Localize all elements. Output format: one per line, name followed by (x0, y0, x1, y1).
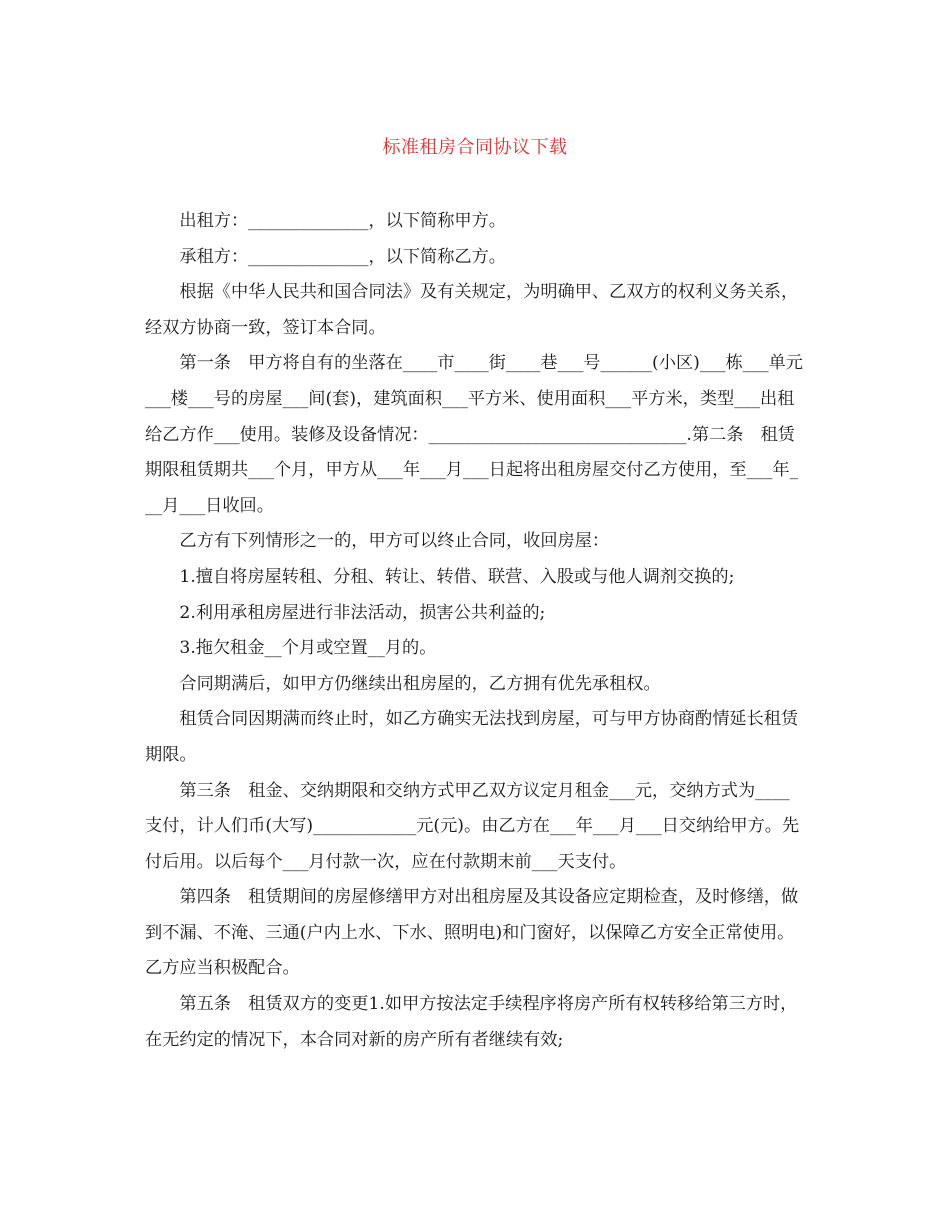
paragraph-condition-1: 1.擅自将房屋转租、分租、转让、转借、联营、入股或与他人调剂交换的; (179, 566, 735, 587)
paragraph-termination-conditions: 乙方有下列情形之一的，甲方可以终止合同，收回房屋： (179, 531, 610, 552)
paragraph-lessor: 出租方：______________，以下简称甲方。 (179, 211, 506, 231)
paragraph-article-5: 第五条 租赁双方的变更1.如甲方按法定手续程序将房产所有权转移给第三方时，在无约定的情况下，本合同对新的房产所有者继续有效; (145, 994, 798, 1050)
paragraph-condition-2: 2.利用承租房屋进行非法活动，损害公共利益的; (179, 602, 546, 623)
paragraph-preamble: 根据《中华人民共和国合同法》及有关规定，为明确甲、乙双方的权利义务关系，经双方协商一致，签订本合同。 (145, 282, 799, 338)
paragraph-article-4: 第四条 租赁期间的房屋修缮甲方对出租房屋及其设备应定期检查，及时修缮，做到不漏、不淹、三通(户内上水、下水、照明电)和门窗好，以保障乙方安全正常使用。乙方应当积极配合。 (145, 887, 799, 979)
paragraph-extension: 租赁合同因期满而终止时，如乙方确实无法找到房屋，可与甲方协商酌情延长租赁期限。 (145, 709, 799, 765)
paragraph-priority-renewal: 合同期满后，如甲方仍继续出租房屋的，乙方拥有优先承租权。 (179, 673, 661, 694)
paragraph-lessee: 承租方：______________，以下简称乙方。 (179, 246, 506, 267)
document-title: 标准租房合同协议下载 (382, 137, 568, 158)
paragraph-article-3: 第三条 租金、交纳期限和交纳方式甲乙双方议定月租金___元，交纳方式为____支付，计人们币(大写)____________元(元)。由乙方在___年___月___日交纳给甲方。先付后用。以后每个___月付款一次，应在付款期末前___天支付。 (145, 780, 800, 872)
paragraph-article-1-2: 第一条 甲方将自有的坐落在____市____街____巷___号______(小区)___栋___单元___楼___号的房屋___间(套)，建筑面积___平方米、使用面积___平方米，类型___出租给乙方作___使用。装修及设备情况：______________________________.第二条 租赁期限租赁期共___个月，甲方从___年___月___日起将出租房屋交付乙方使用，至___年___月___日收回。 (145, 353, 803, 516)
document-body (145, 204, 805, 1058)
paragraph-condition-3: 3.拖欠租金__个月或空置__月的。 (179, 638, 437, 659)
